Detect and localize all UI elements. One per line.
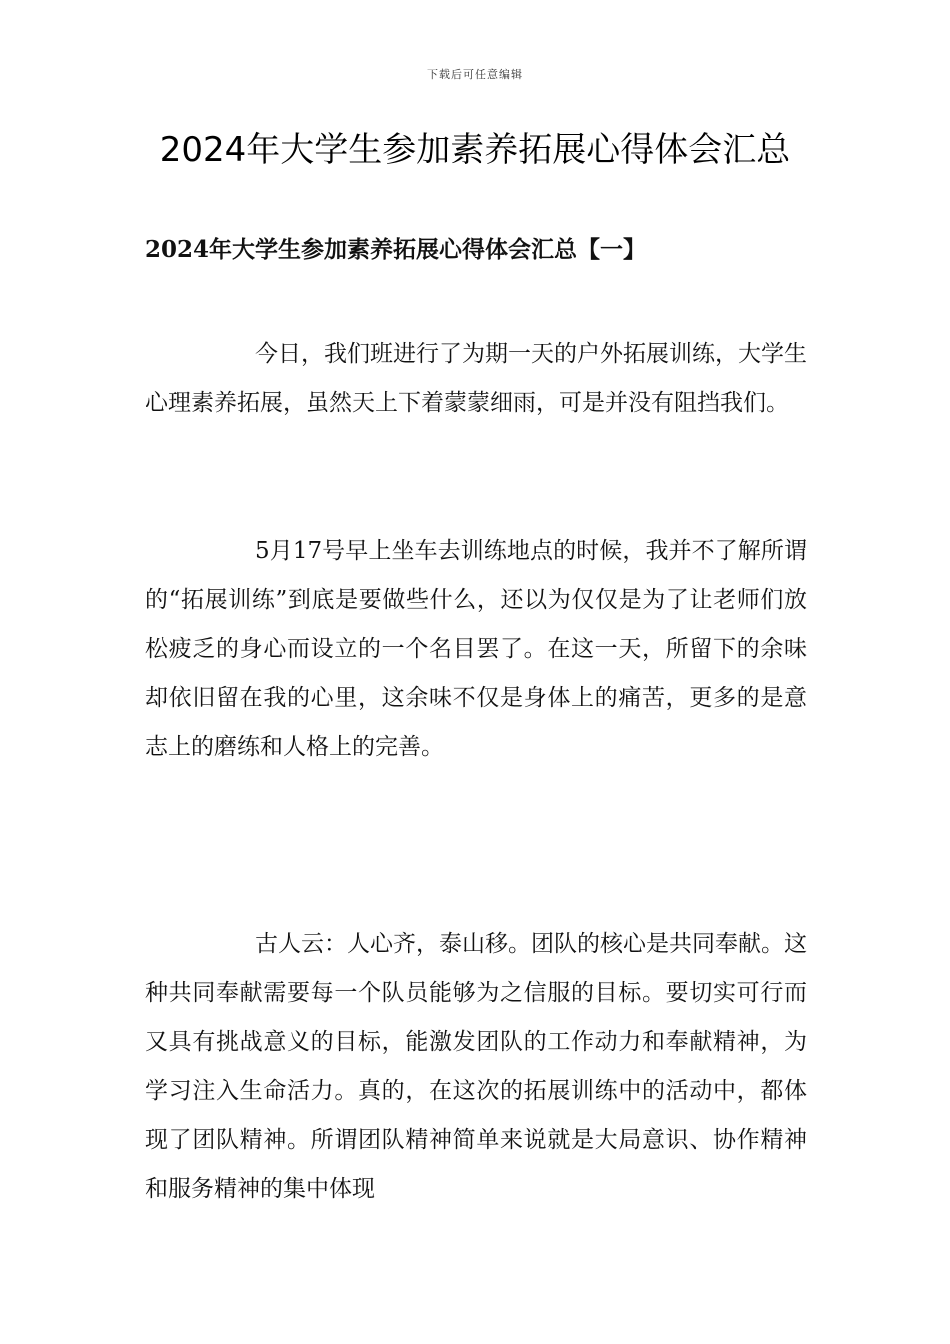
paragraph-1: 今日，我们班进行了为期一天的户外拓展训练，大学生心理素养拓展，虽然天上下着蒙蒙细雨，可是并没有阻挡我们。 xyxy=(145,341,807,416)
section-heading: 2024年大学生参加素养拓展心得体会汇总【一】 xyxy=(145,236,647,263)
paragraph-3: 古人云：人心齐，泰山移。团队的核心是共同奉献。这种共同奉献需要每一个队员能够为之信服的目标。要切实可行而又具有挑战意义的目标，能激发团队的工作动力和奉献精神，为学习注入生命活力。真的，在这次的拓展训练中的活动中，都体现了团队精神。所谓团队精神简单来说就是大局意识、协作精神和服务精神的集中体现 xyxy=(145,931,807,1202)
paragraph-2: 5月17号早上坐车去训练地点的时候，我并不了解所谓的“拓展训练”到底是要做些什么，还以为仅仅是为了让老师们放松疲乏的身心而设立的一个名目罢了。在这一天，所留下的余味却依旧留在我的心里，这余味不仅是身体上的痛苦，更多的是意志上的磨练和人格上的完善。 xyxy=(145,538,807,760)
header-note: 下载后可任意编辑 xyxy=(427,68,523,81)
document-title: 2024年大学生参加素养拓展心得体会汇总 xyxy=(159,130,791,170)
